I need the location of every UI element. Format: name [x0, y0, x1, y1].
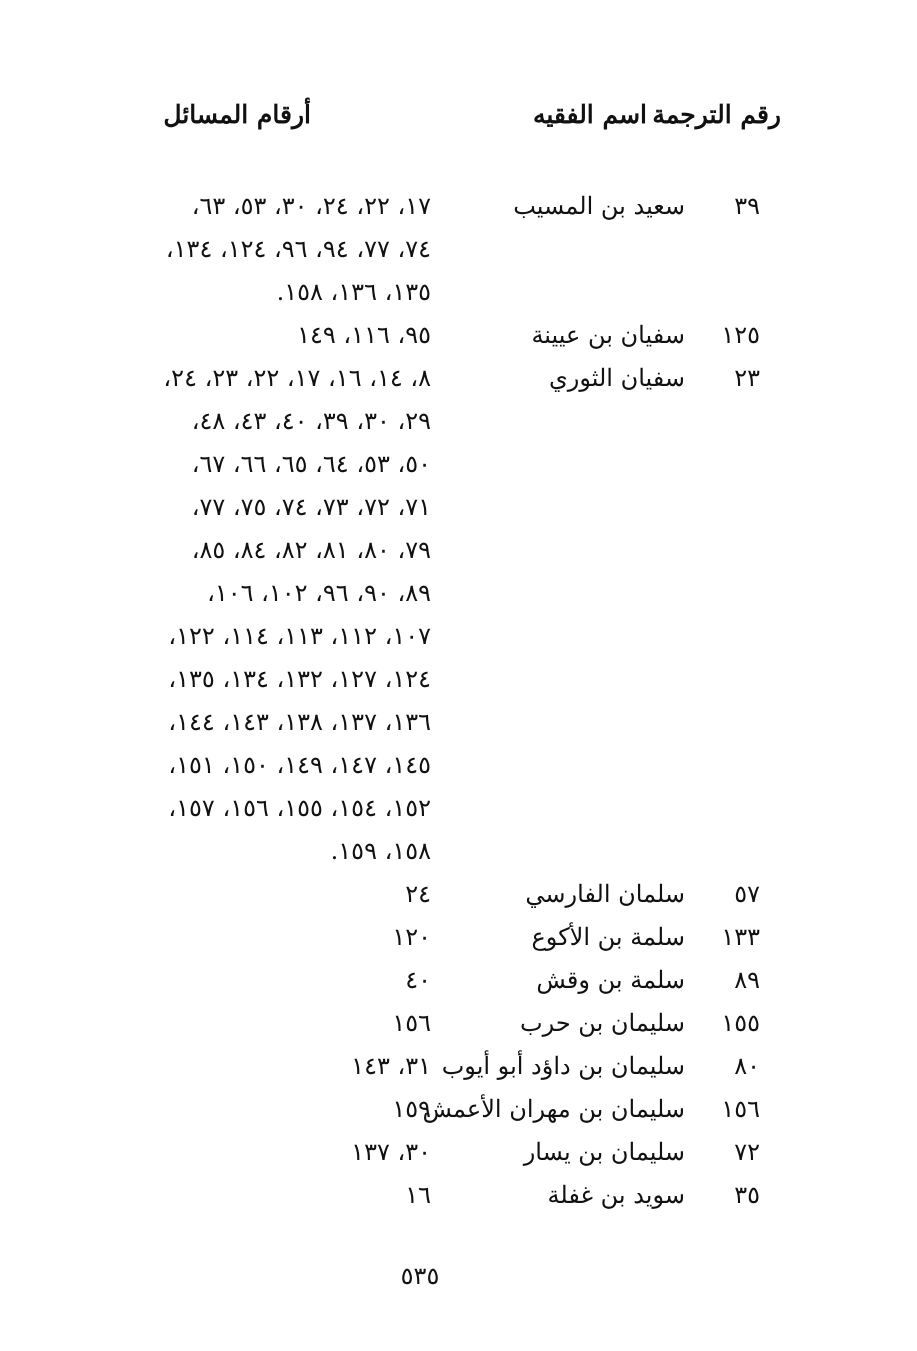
table-row [0, 400, 917, 443]
biography-number [700, 228, 760, 271]
biography-number [700, 744, 760, 787]
jurist-name [435, 400, 685, 443]
jurist-name: سويد بن غفلة [547, 1181, 685, 1209]
issue-numbers: ١٥٩ [392, 1095, 431, 1123]
table-row [0, 830, 917, 873]
table-row [0, 357, 917, 400]
jurist-name: سلمان الفارسي [525, 880, 685, 908]
table-row [0, 314, 917, 357]
biography-number [700, 830, 760, 873]
table-row [0, 701, 917, 744]
table-row [0, 615, 917, 658]
biography-number: ٣٩ [734, 192, 760, 220]
jurist-name [435, 529, 685, 572]
issue-numbers: ١٠٧، ١١٢، ١١٣، ١١٤، ١٢٢، [168, 622, 431, 650]
biography-number: ٨٠ [734, 1052, 760, 1080]
table-row [0, 959, 917, 1002]
issue-numbers: ٣١، ١٤٣ [351, 1052, 431, 1080]
biography-number: ٥٧ [734, 880, 760, 908]
jurist-name: سفيان بن عيينة [531, 321, 685, 349]
jurist-name: سلمة بن وقش [536, 966, 685, 994]
table-row [0, 1174, 917, 1217]
jurist-name [435, 701, 685, 744]
issue-numbers: ١٥٨، ١٥٩. [330, 837, 431, 865]
table-row [0, 1131, 917, 1174]
jurist-name [435, 443, 685, 486]
biography-number [700, 572, 760, 615]
header-jurist-name: اسم الفقيه [532, 100, 647, 129]
table-row [0, 529, 917, 572]
biography-number [700, 615, 760, 658]
issue-numbers: ٧٩، ٨٠، ٨١، ٨٢، ٨٤، ٨٥، [191, 536, 431, 564]
jurist-name: سلمة بن الأكوع [531, 923, 685, 951]
issue-numbers: ١٥٦ [392, 1009, 431, 1037]
issue-numbers: ٨، ١٤، ١٦، ١٧، ٢٢، ٢٣، ٢٤، [163, 364, 431, 392]
table-row [0, 916, 917, 959]
table-row [0, 185, 917, 228]
issue-numbers: ٨٩، ٩٠، ٩٦، ١٠٢، ١٠٦، [207, 579, 431, 607]
biography-number [700, 400, 760, 443]
table-row [0, 1002, 917, 1045]
jurist-name [435, 572, 685, 615]
table-row [0, 873, 917, 916]
header-issue-numbers: أرقام المسائل [163, 100, 311, 129]
jurist-name [435, 658, 685, 701]
issue-numbers: ٥٠، ٥٣، ٦٤، ٦٥، ٦٦، ٦٧، [191, 450, 431, 478]
issue-numbers: ١٣٥، ١٣٦، ١٥٨. [276, 278, 431, 306]
issue-numbers: ١٢٤، ١٢٧، ١٣٢، ١٣٤، ١٣٥، [168, 665, 431, 693]
issue-numbers: ٢٩، ٣٠، ٣٩، ٤٠، ٤٣، ٤٨، [191, 407, 431, 435]
table-row [0, 1088, 917, 1131]
jurist-name [435, 830, 685, 873]
biography-number: ١٥٥ [721, 1009, 760, 1037]
biography-number: ٢٣ [734, 364, 760, 392]
jurist-name: سليمان بن حرب [520, 1009, 685, 1037]
jurist-name: سعيد بن المسيب [513, 192, 685, 220]
table-row [0, 1045, 917, 1088]
biography-number [700, 658, 760, 701]
biography-number: ١٥٦ [721, 1095, 760, 1123]
issue-numbers: ٧١، ٧٢، ٧٣، ٧٤، ٧٥، ٧٧، [191, 493, 431, 521]
biography-number [700, 701, 760, 744]
jurist-name [435, 271, 685, 314]
jurist-name [435, 486, 685, 529]
header-biography-number: رقم الترجمة [652, 100, 781, 129]
issue-numbers: ١٣٦، ١٣٧، ١٣٨، ١٤٣، ١٤٤، [168, 708, 431, 736]
biography-number [700, 486, 760, 529]
jurist-name [435, 615, 685, 658]
issue-numbers: ٢٤ [405, 880, 431, 908]
table-row [0, 443, 917, 486]
table-row [0, 228, 917, 271]
table-row [0, 744, 917, 787]
jurist-name [435, 228, 685, 271]
issue-numbers: ٩٥، ١١٦، ١٤٩ [297, 321, 431, 349]
jurist-name [435, 744, 685, 787]
issue-numbers: ١٥٢، ١٥٤، ١٥٥، ١٥٦، ١٥٧، [168, 794, 431, 822]
jurist-name: سفيان الثوري [548, 364, 685, 392]
biography-number: ٧٢ [734, 1138, 760, 1166]
issue-numbers: ٧٤، ٧٧، ٩٤، ٩٦، ١٢٤، ١٣٤، [165, 235, 431, 263]
table-row [0, 787, 917, 830]
issue-numbers: ١٦ [405, 1181, 431, 1209]
biography-number: ٨٩ [734, 966, 760, 994]
issue-numbers: ١٧، ٢٢، ٢٤، ٣٠، ٥٣، ٦٣، [191, 192, 431, 220]
table-row [0, 486, 917, 529]
biography-number: ٣٥ [734, 1181, 760, 1209]
biography-number [700, 443, 760, 486]
jurist-name: سليمان بن مهران الأعمش [422, 1095, 685, 1123]
biography-number: ١٢٥ [721, 321, 760, 349]
jurist-name [435, 787, 685, 830]
index-table [0, 185, 917, 1217]
issue-numbers: ١٢٠ [392, 923, 431, 951]
biography-number [700, 271, 760, 314]
jurist-name: سليمان بن يسار [523, 1138, 685, 1166]
biography-number: ١٣٣ [721, 923, 760, 951]
biography-number [700, 787, 760, 830]
biography-number [700, 529, 760, 572]
table-row [0, 658, 917, 701]
issue-numbers: ٣٠، ١٣٧ [351, 1138, 431, 1166]
issue-numbers: ١٤٥، ١٤٧، ١٤٩، ١٥٠، ١٥١، [168, 751, 431, 779]
table-row [0, 271, 917, 314]
table-row [0, 572, 917, 615]
page-number: ٥٣٥ [400, 1262, 440, 1290]
issue-numbers: ٤٠ [405, 966, 431, 994]
jurist-name: سليمان بن داؤد أبو أيوب [441, 1052, 685, 1080]
